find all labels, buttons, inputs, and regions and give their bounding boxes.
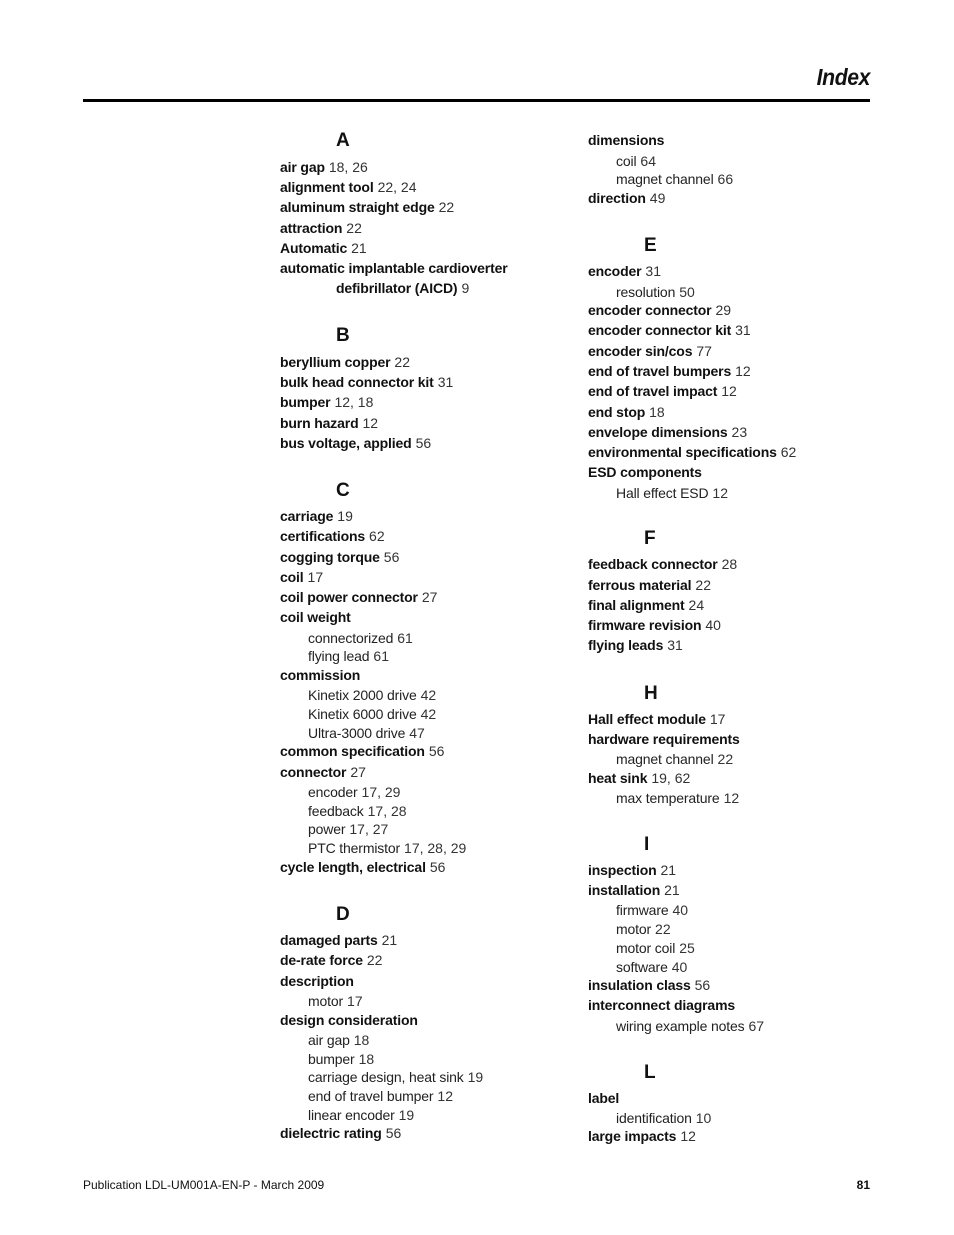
index-term: installation [588, 882, 661, 898]
index-subentry [616, 170, 733, 189]
index-page-refs: 17, 28, 29 [404, 840, 467, 856]
index-subentry [308, 992, 363, 1011]
index-term: aluminum straight edge [280, 199, 435, 215]
index-term: wiring example notes [616, 1018, 745, 1034]
index-term: encoder connector kit [588, 322, 732, 338]
index-entry [280, 858, 445, 877]
index-term: final alignment [588, 597, 685, 613]
publication-info: Publication LDL-UM001A-EN-P - March 2009 [83, 1178, 325, 1192]
index-term: encoder [308, 784, 358, 800]
index-page-refs: 17, 29 [361, 784, 401, 800]
index-term: coil power connector [280, 589, 418, 605]
index-page-refs: 56 [415, 435, 432, 451]
index-page-refs: 17 [347, 993, 363, 1009]
index-entry [588, 576, 711, 595]
index-page-refs: 40 [705, 617, 721, 633]
index-page-refs: 40 [671, 959, 688, 975]
index-entry [588, 596, 704, 615]
index-entry [336, 279, 469, 298]
index-page-refs: 12 [437, 1088, 453, 1104]
index-term: resolution [616, 284, 676, 300]
page-footer [83, 1176, 870, 1194]
index-subentry [616, 789, 739, 808]
index-page-refs: 10 [695, 1110, 712, 1126]
index-term: connectorized [308, 630, 394, 646]
index-letter-heading: I [644, 834, 650, 855]
index-page-refs: 27 [421, 589, 438, 605]
index-entry [588, 976, 710, 995]
index-subentry [308, 783, 400, 802]
index-term: alignment tool [280, 179, 374, 195]
index-page-refs: 17, 27 [349, 821, 389, 837]
index-entry [280, 393, 373, 412]
index-term: end stop [588, 404, 646, 420]
index-page-refs: 22 [438, 199, 455, 215]
index-term: air gap [308, 1032, 350, 1048]
index-page-refs: 12 [735, 363, 751, 379]
index-letter-heading: H [644, 683, 658, 704]
index-page-refs: 47 [409, 725, 425, 741]
index-page-refs: 50 [679, 284, 695, 300]
index-page-refs: 31 [645, 263, 661, 279]
index-page-refs: 31 [437, 374, 454, 390]
index-page-refs: 67 [748, 1018, 765, 1034]
index-entry [280, 666, 360, 685]
index-subentry [308, 820, 388, 839]
index-entry [588, 1127, 696, 1146]
index-subentry [616, 901, 688, 920]
index-entry [588, 616, 721, 635]
index-subentry [616, 283, 695, 302]
index-page-refs: 29 [715, 302, 732, 318]
index-subentry [616, 152, 656, 171]
index-entry [588, 262, 661, 281]
page-header [83, 58, 870, 102]
index-term: label [588, 1090, 620, 1106]
index-page-refs: 12, 18 [334, 394, 374, 410]
index-term: Kinetix 6000 drive [308, 706, 417, 722]
index-page-refs: 18 [353, 1032, 370, 1048]
index-page-refs: 21 [351, 240, 367, 256]
index-subentry [308, 1068, 483, 1087]
index-term: envelope dimensions [588, 424, 728, 440]
index-entry [588, 423, 747, 442]
index-page-refs: 19 [337, 508, 353, 524]
index-page-refs: 21 [664, 882, 680, 898]
index-term: Hall effect ESD [616, 485, 709, 501]
index-subentry [616, 920, 671, 939]
index-entry [280, 742, 444, 761]
index-term: end of travel bumpers [588, 363, 732, 379]
index-page-refs: 19 [467, 1069, 484, 1085]
index-term: Ultra-3000 drive [308, 725, 406, 741]
index-page-refs: 22 [695, 577, 711, 593]
index-term: dielectric rating [280, 1125, 382, 1141]
index-entry [588, 861, 676, 880]
index-term: max temperature [616, 790, 720, 806]
index-page-refs: 56 [428, 743, 445, 759]
index-letter-heading: L [644, 1062, 656, 1083]
index-page-refs: 21 [660, 862, 677, 878]
index-entry [588, 321, 751, 340]
index-entry [588, 996, 735, 1015]
index-entry [280, 239, 367, 258]
index-subentry [616, 1109, 711, 1128]
index-subentry [308, 802, 407, 821]
index-letter-heading: F [644, 528, 656, 549]
index-term: firmware revision [588, 617, 702, 633]
index-subentry [308, 629, 413, 648]
index-page-refs: 31 [735, 322, 751, 338]
index-entry [280, 158, 368, 177]
index-page-refs: 61 [397, 630, 413, 646]
index-term: common specification [280, 743, 425, 759]
index-term: bumper [308, 1051, 355, 1067]
index-page-refs: 17, 28 [367, 803, 407, 819]
index-letter-heading: B [336, 325, 350, 346]
index-letter-heading: A [336, 130, 350, 151]
index-term: defibrillator (AICD) [336, 280, 458, 296]
index-term: bulk head connector kit [280, 374, 434, 390]
index-term: burn hazard [280, 415, 359, 431]
index-term: feedback connector [588, 556, 718, 572]
index-page-refs: 22 [717, 751, 734, 767]
index-subentry [616, 939, 695, 958]
index-term: heat sink [588, 770, 648, 786]
index-page-refs: 24 [688, 597, 705, 613]
index-page-refs: 64 [640, 153, 656, 169]
index-term: carriage design, heat sink [308, 1069, 464, 1085]
index-term: flying lead [308, 648, 370, 664]
index-page-refs: 42 [420, 706, 437, 722]
index-entry [280, 353, 410, 372]
index-term: carriage [280, 508, 334, 524]
index-term: end of travel impact [588, 383, 718, 399]
header-rule [83, 99, 870, 102]
index-term: magnet channel [616, 751, 714, 767]
index-entry [588, 769, 690, 788]
index-entry [588, 382, 737, 401]
index-page-refs: 40 [672, 902, 689, 918]
index-entry [588, 1089, 619, 1108]
index-subentry [308, 1087, 453, 1106]
index-letter-heading: E [644, 235, 657, 256]
index-subentry [308, 839, 466, 858]
index-page-refs: 31 [667, 637, 683, 653]
index-term: PTC thermistor [308, 840, 401, 856]
index-term: certifications [280, 528, 366, 544]
index-term: coil weight [280, 609, 351, 625]
index-term: end of travel bumper [308, 1088, 434, 1104]
index-page-refs: 66 [717, 171, 734, 187]
index-term: environmental specifications [588, 444, 777, 460]
index-term: connector [280, 764, 347, 780]
index-term: beryllium copper [280, 354, 391, 370]
index-entry [280, 373, 453, 392]
index-page-refs: 18, 26 [328, 159, 368, 175]
index-term: identification [616, 1110, 692, 1126]
index-entry [280, 219, 362, 238]
index-entry [280, 548, 399, 567]
index-term: Hall effect module [588, 711, 706, 727]
index-entry [588, 301, 731, 320]
index-term: design consideration [280, 1012, 418, 1028]
index-term: direction [588, 190, 646, 206]
index-page-refs: 25 [679, 940, 695, 956]
index-page-refs: 49 [649, 190, 666, 206]
index-term: ferrous material [588, 577, 692, 593]
index-subentry [308, 1106, 414, 1125]
index-term: de-rate force [280, 952, 363, 968]
index-entry [280, 931, 397, 950]
index-page-refs: 62 [369, 528, 385, 544]
index-term: bus voltage, applied [280, 435, 412, 451]
index-page-refs: 22 [655, 921, 671, 937]
index-page-refs: 56 [385, 1125, 402, 1141]
index-term: attraction [280, 220, 343, 236]
index-subentry [308, 724, 425, 743]
index-page-refs: 22 [346, 220, 362, 236]
index-entry [588, 131, 664, 150]
index-term: encoder [588, 263, 642, 279]
index-term: motor coil [616, 940, 676, 956]
index-entry [280, 178, 417, 197]
index-entry [588, 362, 751, 381]
index-term: cogging torque [280, 549, 380, 565]
index-page-refs: 22, 24 [377, 179, 417, 195]
index-subentry [308, 647, 389, 666]
index-page-refs: 12 [721, 383, 737, 399]
index-subentry [616, 484, 728, 503]
index-page-refs: 56 [694, 977, 711, 993]
index-term: coil [280, 569, 304, 585]
index-subentry [616, 1017, 764, 1036]
index-subentry [308, 1031, 369, 1050]
index-page-refs: 23 [731, 424, 748, 440]
index-page-refs: 61 [373, 648, 389, 664]
index-term: flying leads [588, 637, 664, 653]
index-page-refs: 12 [712, 485, 728, 501]
index-term: Automatic [280, 240, 348, 256]
index-term: encoder sin/cos [588, 343, 693, 359]
index-entry [588, 463, 702, 482]
index-entry [588, 730, 740, 749]
index-entry [588, 881, 680, 900]
index-subentry [616, 750, 733, 769]
index-entry [280, 568, 323, 587]
index-entry [280, 608, 351, 627]
index-entry [280, 972, 354, 991]
index-term: power [308, 821, 346, 837]
index-page-refs: 56 [383, 549, 400, 565]
index-entry [588, 403, 665, 422]
index-term: linear encoder [308, 1107, 395, 1123]
index-entry [588, 189, 665, 208]
index-page-refs: 22 [366, 952, 383, 968]
index-subentry [308, 686, 436, 705]
index-page-refs: 21 [381, 932, 398, 948]
index-page-refs: 17 [709, 711, 726, 727]
index-term: hardware requirements [588, 731, 740, 747]
index-term: automatic implantable cardioverter [280, 260, 508, 276]
index-page-refs: 12 [362, 415, 379, 431]
index-entry [280, 1011, 418, 1030]
index-term: cycle length, electrical [280, 859, 426, 875]
index-subentry [308, 1050, 374, 1069]
index-page-refs: 12 [723, 790, 740, 806]
index-page-refs: 62 [780, 444, 797, 460]
index-term: interconnect diagrams [588, 997, 736, 1013]
index-page-refs: 19 [398, 1107, 415, 1123]
index-term: magnet channel [616, 171, 714, 187]
index-page-refs: 9 [461, 280, 470, 296]
index-page-refs: 27 [350, 764, 366, 780]
index-term: firmware [616, 902, 669, 918]
index-page-refs: 77 [696, 343, 712, 359]
page-title: Index [816, 64, 870, 90]
index-term: feedback [308, 803, 364, 819]
index-subentry [308, 705, 436, 724]
index-letter-heading: C [336, 480, 350, 501]
index-page-refs: 18 [649, 404, 665, 420]
index-entry [280, 527, 385, 546]
index-page-refs: 12 [680, 1128, 696, 1144]
index-term: inspection [588, 862, 657, 878]
index-term: large impacts [588, 1128, 677, 1144]
index-term: encoder connector [588, 302, 712, 318]
index-page-refs: 28 [721, 556, 738, 572]
index-entry [280, 434, 431, 453]
index-entry [588, 710, 725, 729]
index-entry [588, 443, 796, 462]
index-entry [280, 763, 366, 782]
index-entry [280, 259, 508, 278]
index-term: coil [616, 153, 637, 169]
index-entry [588, 636, 683, 655]
index-page-refs: 19, 62 [651, 770, 691, 786]
index-entry [588, 555, 737, 574]
index-entry [280, 1124, 401, 1143]
index-term: insulation class [588, 977, 691, 993]
index-term: air gap [280, 159, 325, 175]
index-term: dimensions [588, 132, 665, 148]
index-entry [280, 414, 378, 433]
index-subentry [616, 958, 687, 977]
index-term: motor [308, 993, 344, 1009]
index-entry [588, 342, 712, 361]
index-page-refs: 42 [420, 687, 437, 703]
index-term: motor [616, 921, 652, 937]
index-term: bumper [280, 394, 331, 410]
index-entry [280, 951, 382, 970]
index-entry [280, 507, 353, 526]
index-page-refs: 22 [394, 354, 410, 370]
index-term: description [280, 973, 354, 989]
index-page-refs: 17 [307, 569, 324, 585]
index-term: commission [280, 667, 361, 683]
index-term: damaged parts [280, 932, 378, 948]
index-entry [280, 198, 454, 217]
index-page-refs: 18 [358, 1051, 375, 1067]
index-letter-heading: D [336, 904, 350, 925]
index-entry [280, 588, 437, 607]
index-page-refs: 56 [429, 859, 446, 875]
index-term: software [616, 959, 668, 975]
page-number: 81 [856, 1178, 870, 1192]
index-term: ESD components [588, 464, 702, 480]
index-term: Kinetix 2000 drive [308, 687, 417, 703]
